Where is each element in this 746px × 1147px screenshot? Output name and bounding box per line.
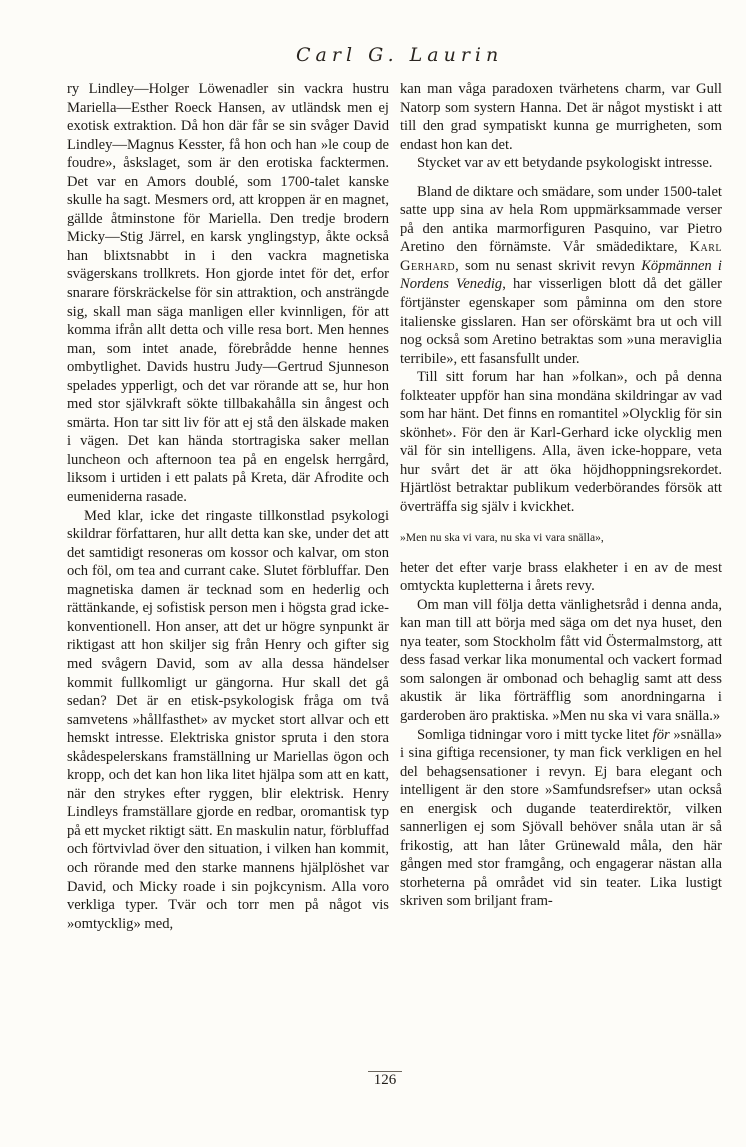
paragraph: Stycket var av ett betydande psykologiskt intresse. <box>417 155 713 172</box>
paragraph <box>400 726 722 911</box>
text-run: Bland de diktare och smädare, som under 1500-talet satte upp sina av hela Rom uppmärksammade verser på den antika marmorfiguren Pasquino, var Pietro Aretino den förnämste. Vår smädediktare, <box>400 183 722 256</box>
paragraph: Om man vill följa detta vänlighetsråd i denna anda, kan man till att börja med säga om det nya huset, den nya teater, som Stockholm fått vid Östermalmstorg, att dess fasad verkar lika monumental och vackert formad som salongen är ombonad och behaglig samt att dess akustik är lika förträfflig som anordningarna i garderoben äro praktiska. »Men nu ska vi vara snälla.» <box>400 596 722 724</box>
text-run: , har visserligen blott då det gäller förtjänster egenskaper som påminna om den store italienske gisslaren. Han ser oförskämt bra ut och vill nog också som Aretino betraktas som »una meraviglia terribile», ett fasansfullt under. <box>400 276 723 367</box>
block-quote: »Men nu ska vi vara, nu ska vi vara snälla», <box>400 530 604 544</box>
text-run: , som nu senast skrivit revyn <box>455 257 642 274</box>
right-column <box>400 80 722 911</box>
paragraph: kan man våga paradoxen tvärhetens charm, var Gull Natorp som systern Hanna. Det är något mystiskt i att till den grad sympatiskt kunna ge murrigheten, som endast hon kan det. <box>400 81 722 153</box>
running-head: Carl G. Laurin <box>296 44 504 66</box>
paragraph: Till sitt forum har han »folkan», och på denna folkteater uppför han sina mondäna skildringar av vad som har hänt. Det finns en romantitel »Olycklig för sin skönhet». För den är Karl-Gerhard icke olycklig men väl för sin intelligens. Alla, även icke-hoppare, veta hur svårt det är att öka höjdhoppningsrekordet. Hjärtlöst betraktar publikum vederbörandes försök att överträffa sig själv i kvickhet. <box>400 369 722 516</box>
emphasis: för <box>652 726 670 743</box>
text-run: »snälla» i sina giftiga recensioner, ty man fick verkligen en hel del behagsensationer i revyn. Ej bara elegant och intelligent är den store »Samfundsrefser» utan också en energisk och dugande teaterdirektör, vilken sannerligen ej som Sjövall behöver snåla utan är så frikostig, att han låter Grünewald måla, den här gången med stor framgång, och engagerar nästan alla storheterna på området vid sin teater. Lika lustigt skriven som briljant fram- <box>400 726 722 910</box>
paragraph <box>400 183 722 368</box>
text-run: Somliga tidningar voro i mitt tycke litet <box>417 726 653 743</box>
author-name: Karl Gerhard <box>400 239 722 274</box>
paragraph: heter det efter varje brass elakheter i en av de mest omtyckta kupletterna i årets revy. <box>400 559 722 595</box>
revue-title: Köpmännen i Nordens Venedig <box>400 257 722 293</box>
page-number: 126 <box>373 1072 397 1088</box>
left-column <box>67 80 389 933</box>
paragraph: ry Lindley—Holger Löwenadler sin vackra hustru Mariella—Esther Roeck Hansen, av utländsk men ej exotisk extraktion. Då hon där får se sin svåger David Lindley—Magnus Kesster, få hon och han »le coup de foudre», åskslaget, som är den erotiska facktermen. Det var en Amors doublé, som 1700-talet kanske skulle ha sagt. Mesmers ord, att kroppen är en magnet, gällde åtminstone för Mariella. Den tredje brodern Micky—Stig Järrel, en karsk ynglingstyp, åkte också han blixtsnabbt in i den vackra magnetiska svägerskans trollkrets. Hon gjorde intet för det, erfor snarare förskräckelse för sin attraktion, och ansträngde sig, skall man säga manligen eller kvinnligen, för att komma ifrån allt detta och ville resa bort. Men hennes man, som intet anade, förebrådde henne hennes ombytlighet. Davids hustru Judy—Gertrud Sjunneson spelades ypperligt, och det var rörande att se, hur hon med stor självkraft sökte tillbakahålla sin ångest och smärta. Hon tar sitt liv för att ej stå den älskade maken i vägen. Det kan hända stortragiska saker mellan luncheon och afternoon tea på en engelsk herrgård, liksom i urtiden i ett palats på Kreta, där Afrodite och eumeniderna rasade. <box>67 81 389 506</box>
paragraph: Med klar, icke det ringaste tillkonstlad psykologi skildrar författaren, hur allt detta kan ske, under det att det samtidigt resoneras om kossor och kalvar, om ston och föl, om tea and currant cake. Slutet förbluffar. Den magnetiska damen är tecknad som en hederlig och rättänkande, ej sofistisk person men i högsta grad icke-konventionell. Hon anser, att det ur högre synpunkt är riktigast att hon skiljer sig från Henry och gifter sig med svågern David, som av alla dessa händelser kommit fullkomligt ur gängorna. Hur skall det gå sedan? Det är en etisk-psykologisk fråga om två samvetens »hållfasthet» av mycket stort allvar och ett hemskt intresse. Elektriska gnistor spruta i den stora skådespelerskans framställning ur Mariellas ögon och kropp, och det kan hon lika litet hjälpa som att en katt, när den strykes efter ryggen, blir elektrisk. Henry Lindleys framställare gjorde en redbar, oromantisk typ på ett mycket riktigt sätt. En maskulin natur, förbluffad och förtvivlad över den situation, i vilken han kommit, och rörande med den starke mannens hjälplöshet var David, och Micky roade i sin pojkcynism. Alla voro verkliga typer. Tvär och torr men på något vis »omtycklig» med, <box>67 507 389 932</box>
